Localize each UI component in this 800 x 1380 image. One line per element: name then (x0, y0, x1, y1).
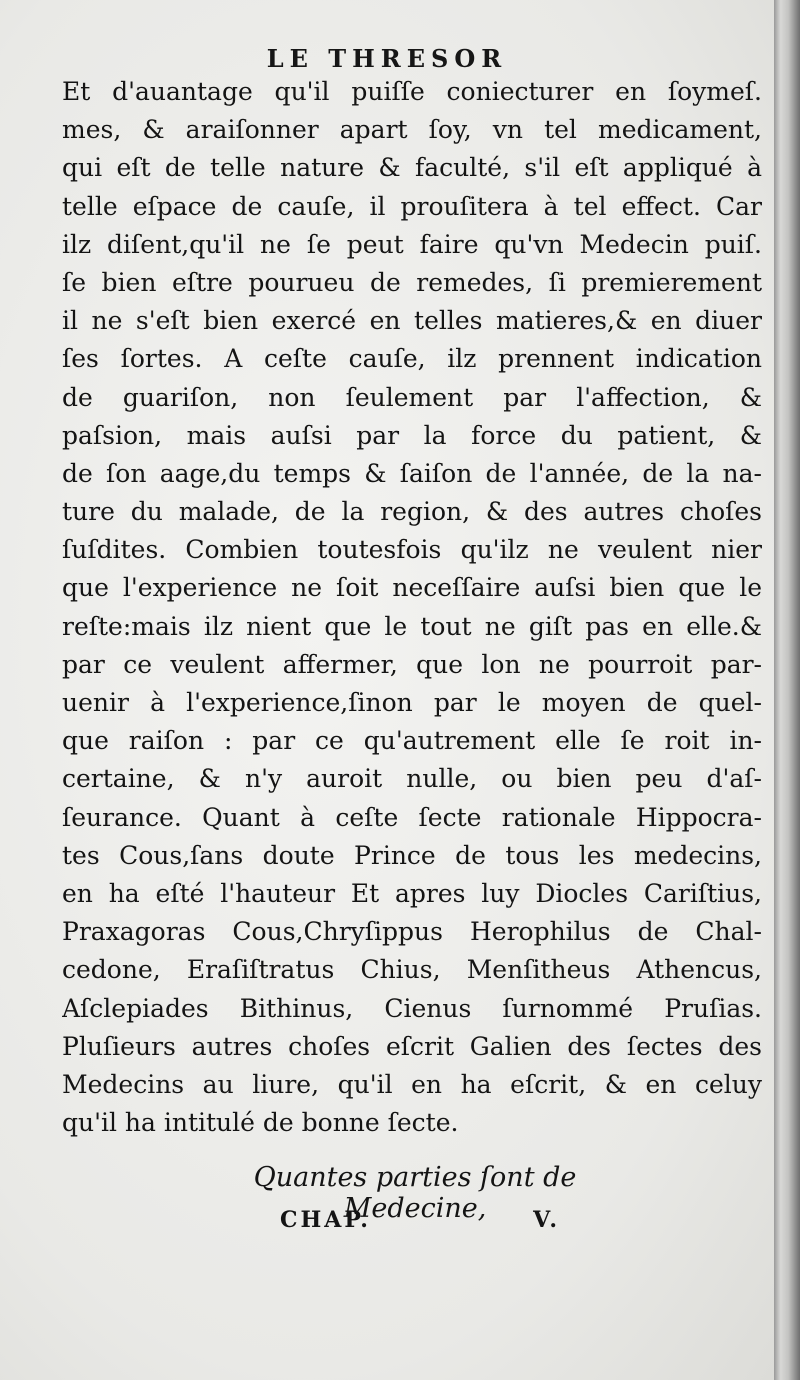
text-line: cedone, Eraſiſtratus Chius, Menſitheus Athencus, (62, 955, 762, 985)
text-line: Praxagoras Cous,Chryſippus Herophilus de Chal- (62, 917, 762, 947)
text-line: ſe bien eſtre pourueu de remedes, ſi premierement (62, 267, 762, 297)
text-line: uenir à l'experience,ſinon par le moyen de quel- (62, 688, 762, 717)
text-line: que raiſon : par ce qu'autrement elle ſe roit in- (62, 726, 762, 756)
text-line: telle eſpace de cauſe, il prouſitera à tel effect. Car (62, 191, 762, 221)
body-text (62, 73, 762, 1142)
text-line: de ſon aage,du temps & ſaiſon de l'année, de la na- (62, 458, 762, 488)
text-line: que l'experience ne ſoit neceſſaire auſsi bien que le (62, 573, 762, 603)
text-line: reſte:mais ilz nient que le tout ne giſt pas en elle.& (62, 611, 762, 641)
text-line: Medecins au liure, qu'il en ha eſcrit, & en celuy (62, 1069, 762, 1099)
text-line: par ce veulent affermer, que lon ne pourroit par- (62, 649, 762, 679)
text-line: ilz diſent,qu'il ne ſe peut faire qu'vn Medecin puiſ. (62, 229, 762, 259)
text-line-last: qu'il ha intitulé de bonne ſecte. (62, 1108, 459, 1138)
text-line: il ne s'eſt bien exercé en telles matieres,& en diuer (62, 306, 762, 336)
chapter-number: V. (533, 1207, 560, 1233)
text-line: ſeurance. Quant à ceſte ſecte rationale Hippocra- (62, 802, 762, 832)
running-head: LE THRESOR (266, 44, 508, 73)
text-line: ſes ſortes. A ceſte cauſe, ilz prennent indication (62, 344, 762, 374)
chapter-title: Quantes parties ſont de Medecine, (253, 1162, 577, 1224)
text-line: ſuſdites. Combien toutesfois qu'ilz ne veulent nier (62, 535, 762, 565)
chapter-heading (280, 1207, 560, 1233)
text-line: paſsion, mais auſsi par la force du patient, & (62, 420, 762, 450)
text-line: Et d'auantage qu'il puiſſe coniecturer en ſoymeſ. (62, 77, 762, 106)
text-line: mes, & araiſonner apart ſoy, vn tel medicament, (62, 115, 762, 145)
text-line: certaine, & n'y auroit nulle, ou bien peu d'aſ- (62, 764, 762, 794)
chapter-label: CHAP. (280, 1207, 371, 1233)
text-line: Aſclepiades Bithinus, Cienus ſurnommé Pruſias. (62, 993, 762, 1023)
text-line: tes Cous,ſans doute Prince de tous les medecins, (62, 840, 762, 870)
text-line: qui eſt de telle nature & faculté, s'il eſt appliqué à (62, 153, 762, 183)
book-spine-edge (774, 0, 800, 1380)
text-line: ture du malade, de la region, & des autres choſes (62, 497, 762, 527)
text-line: de guariſon, non ſeulement par l'affection, & (62, 382, 762, 412)
text-line: Pluſieurs autres choſes eſcrit Galien des ſectes des (62, 1031, 762, 1061)
text-line: en ha eſté l'hauteur Et apres luy Diocles Cariſtius, (62, 878, 762, 908)
